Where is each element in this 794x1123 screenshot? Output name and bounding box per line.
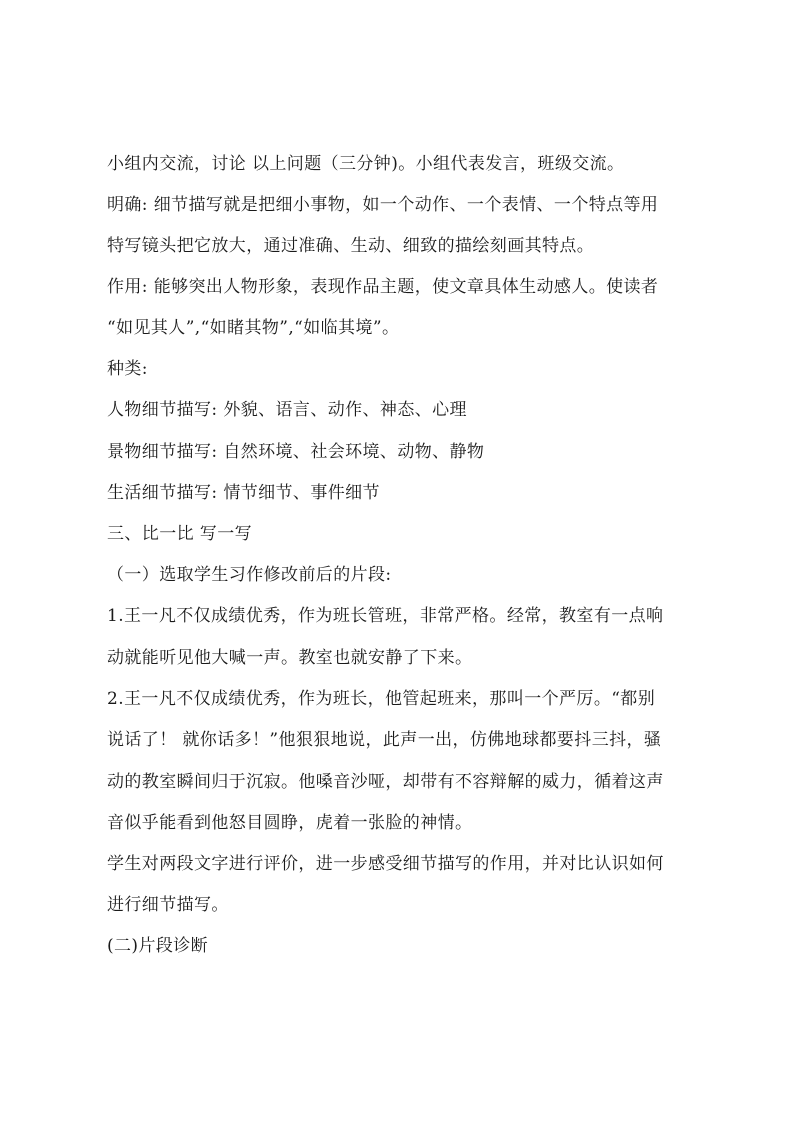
text-line-excerpt-2-cont-c: 音似乎能看到他怒目圆睁，虎着一张脸的神情。 bbox=[107, 813, 473, 833]
text-line-excerpt-2-cont-a: 说话了！ 就你话多！”他狠狠地说，此声一出，仿佛地球都要抖三抖，骚 bbox=[107, 730, 662, 750]
section-heading-compare: 三、比一比 写一写 bbox=[107, 524, 253, 544]
text-line-function-cont: “如见其人”,“如睹其物”,“如临其境”。 bbox=[107, 318, 400, 338]
subheading-diagnosis: (二)片段诊断 bbox=[107, 936, 209, 956]
text-line-definition-cont: 特写镜头把它放大，通过准确、生动、细致的描绘刻画其特点。 bbox=[107, 236, 595, 256]
text-line-excerpt-2: 2.王一凡不仅成绩优秀，作为班长，他管起班来，那叫一个严厉。“都别 bbox=[107, 689, 656, 709]
text-line-definition: 明确: 细节描写就是把细小事物，如一个动作、一个表情、一个特点等用 bbox=[107, 195, 659, 215]
text-line-evaluation-cont: 进行细节描写。 bbox=[107, 895, 229, 915]
text-line-types-heading: 种类: bbox=[107, 359, 148, 379]
subheading-excerpts: （一）选取学生习作修改前后的片段: bbox=[107, 565, 392, 585]
text-line-character-detail: 人物细节描写: 外貌、语言、动作、神态、心理 bbox=[107, 400, 467, 420]
text-line-excerpt-1-cont: 动就能听见他大喊一声。教室也就安静了下来。 bbox=[107, 648, 473, 668]
text-line-function: 作用: 能够突出人物形象，表现作品主题，使文章具体生动感人。使读者 bbox=[107, 277, 659, 297]
text-line-scene-detail: 景物细节描写: 自然环境、社会环境、动物、静物 bbox=[107, 442, 485, 462]
text-line-excerpt-2-cont-b: 动的教室瞬间归于沉寂。他嗓音沙哑，却带有不容辩解的威力，循着这声 bbox=[107, 772, 664, 792]
text-line-group-discussion: 小组内交流，讨论 以上问题（三分钟)。小组代表发言，班级交流。 bbox=[107, 154, 625, 174]
text-line-excerpt-1: 1.王一凡不仅成绩优秀，作为班长管班，非常严格。经常，教室有一点响 bbox=[107, 606, 664, 626]
text-line-evaluation: 学生对两段文字进行评价，进一步感受细节描写的作用，并对比认识如何 bbox=[107, 854, 664, 874]
text-line-life-detail: 生活细节描写: 情节细节、事件细节 bbox=[107, 483, 380, 503]
